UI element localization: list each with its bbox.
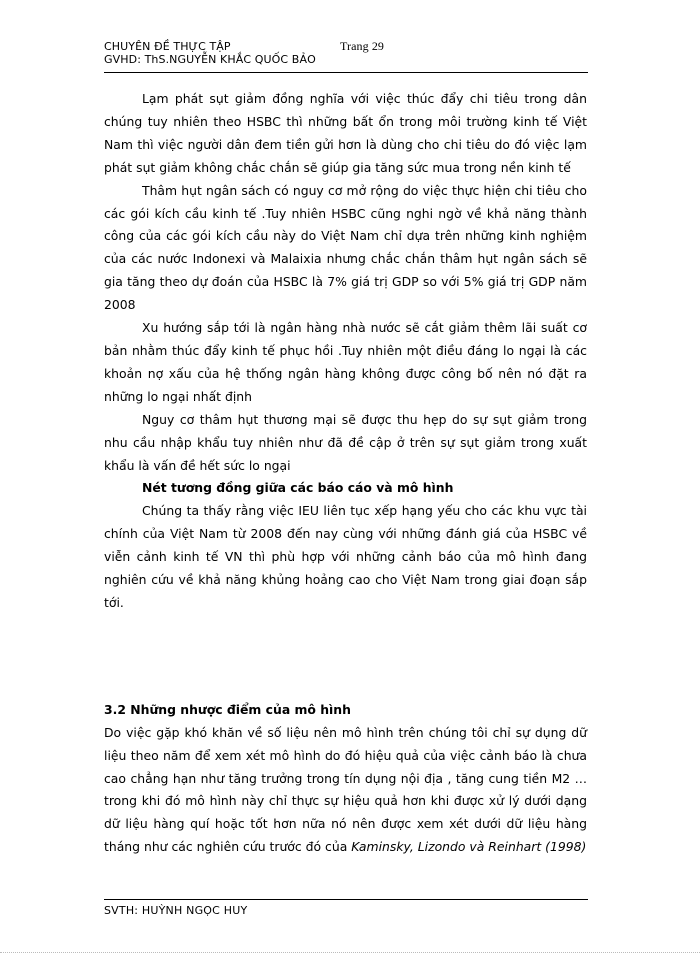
- paragraph-weaknesses: [104, 722, 587, 859]
- page-number: Trang 29: [340, 39, 385, 53]
- paragraph-similarities: Chúng ta thấy rằng việc IEU liên tục xếp hạng yếu cho các khu vực tài chính của Việt Nam từ 2008 đến nay cùng với những đánh giá của HSBC về viễn cảnh kinh tế VN thì phù hợp với những cảnh báo của mô hình đang nghiên cứu về khả năng khủng hoảng cao cho Việt Nam trong giai đoạn sắp tới.: [104, 503, 587, 610]
- document-body: [104, 88, 587, 859]
- page-edge: [0, 952, 700, 953]
- paragraph-trade-deficit: Nguy cơ thâm hụt thương mại sẽ được thu hẹp do sự sụt giảm trong nhu cầu nhập khẩu tuy nhiên như đã đề cập ở trên sự sụt giảm trong xuất khẩu là vấn đề hết sức lo ngại: [104, 411, 587, 473]
- spacer: [104, 615, 587, 699]
- header-title: CHUYÊN ĐỀ THỰC TẬP: [104, 40, 231, 53]
- paragraph-inflation: Lạm phát sụt giảm đồng nghĩa với việc thúc đẩy chi tiêu trong dân chúng tuy nhiên theo HSBC thì những bất ổn trong môi trường kinh tế Việt Nam thì việc người dân đem tiền gửi hơn là dùng cho chi tiêu do đó việc lạm phát sụt giảm không chắc chắn sẽ giúp gia tăng sức mua trong nền kinh tế: [104, 91, 587, 175]
- paragraph-weaknesses-text: Do việc gặp khó khăn về số liệu nên mô hình trên chúng tôi chỉ sự dụng dữ liệu theo năm để xem xét mô hình do đó hiệu quả của việc cảnh báo là chưa cao chẳng hạn như tăng trưởng trong tín dụng nội địa , tăng cung tiền M2 … trong khi đó mô hình này chỉ thực sự hiệu quả hơn khi được xử lý dưới dạng dữ liệu hàng quí hoặc tốt hơn nữa nó nên được xem xét dưới dữ liệu hàng tháng như các nghiên cứu trước đó của: [104, 724, 587, 855]
- header-divider: [104, 72, 588, 73]
- paragraph-interest-rate: Xu hướng sắp tới là ngân hàng nhà nước sẽ cắt giảm thêm lãi suất cơ bản nhằm thúc đẩy kinh tế phục hồi .Tuy nhiên một điều đáng lo ngại là các khoản nợ xấu của hệ thống ngân hàng không được công bố nên nó đặt ra những lo ngại nhất định: [104, 320, 587, 404]
- section-heading-weaknesses: 3.2 Những nhược điểm của mô hình: [104, 701, 351, 717]
- footer-divider: [104, 899, 588, 900]
- page-footer: SVTH: HUỲNH NGỌC HUY: [104, 904, 248, 917]
- page-header: [104, 39, 385, 66]
- subheading-similarities: Nét tương đồng giữa các báo cáo và mô hình: [142, 480, 454, 496]
- citation: Kaminsky, Lizondo và Reinhart (1998): [351, 839, 587, 855]
- header-advisor: GVHD: ThS.NGUYỄN KHẮC QUỐC BẢO: [104, 53, 316, 66]
- paragraph-budget-deficit: Thâm hụt ngân sách có nguy cơ mở rộng do việc thực hiện chi tiêu cho các gói kích cầu kinh tế .Tuy nhiên HSBC cũng nghi ngờ về khả năng thành công của các gói kích cầu này do Việt Nam chỉ dựa trên những kinh nghiệm của các nước Indonexi và Malaixia nhưng chắc chắn thâm hụt ngân sách sẽ gia tăng theo dự đoán của HSBC là 7% giá trị GDP so với 5% giá trị GDP năm 2008: [104, 182, 587, 313]
